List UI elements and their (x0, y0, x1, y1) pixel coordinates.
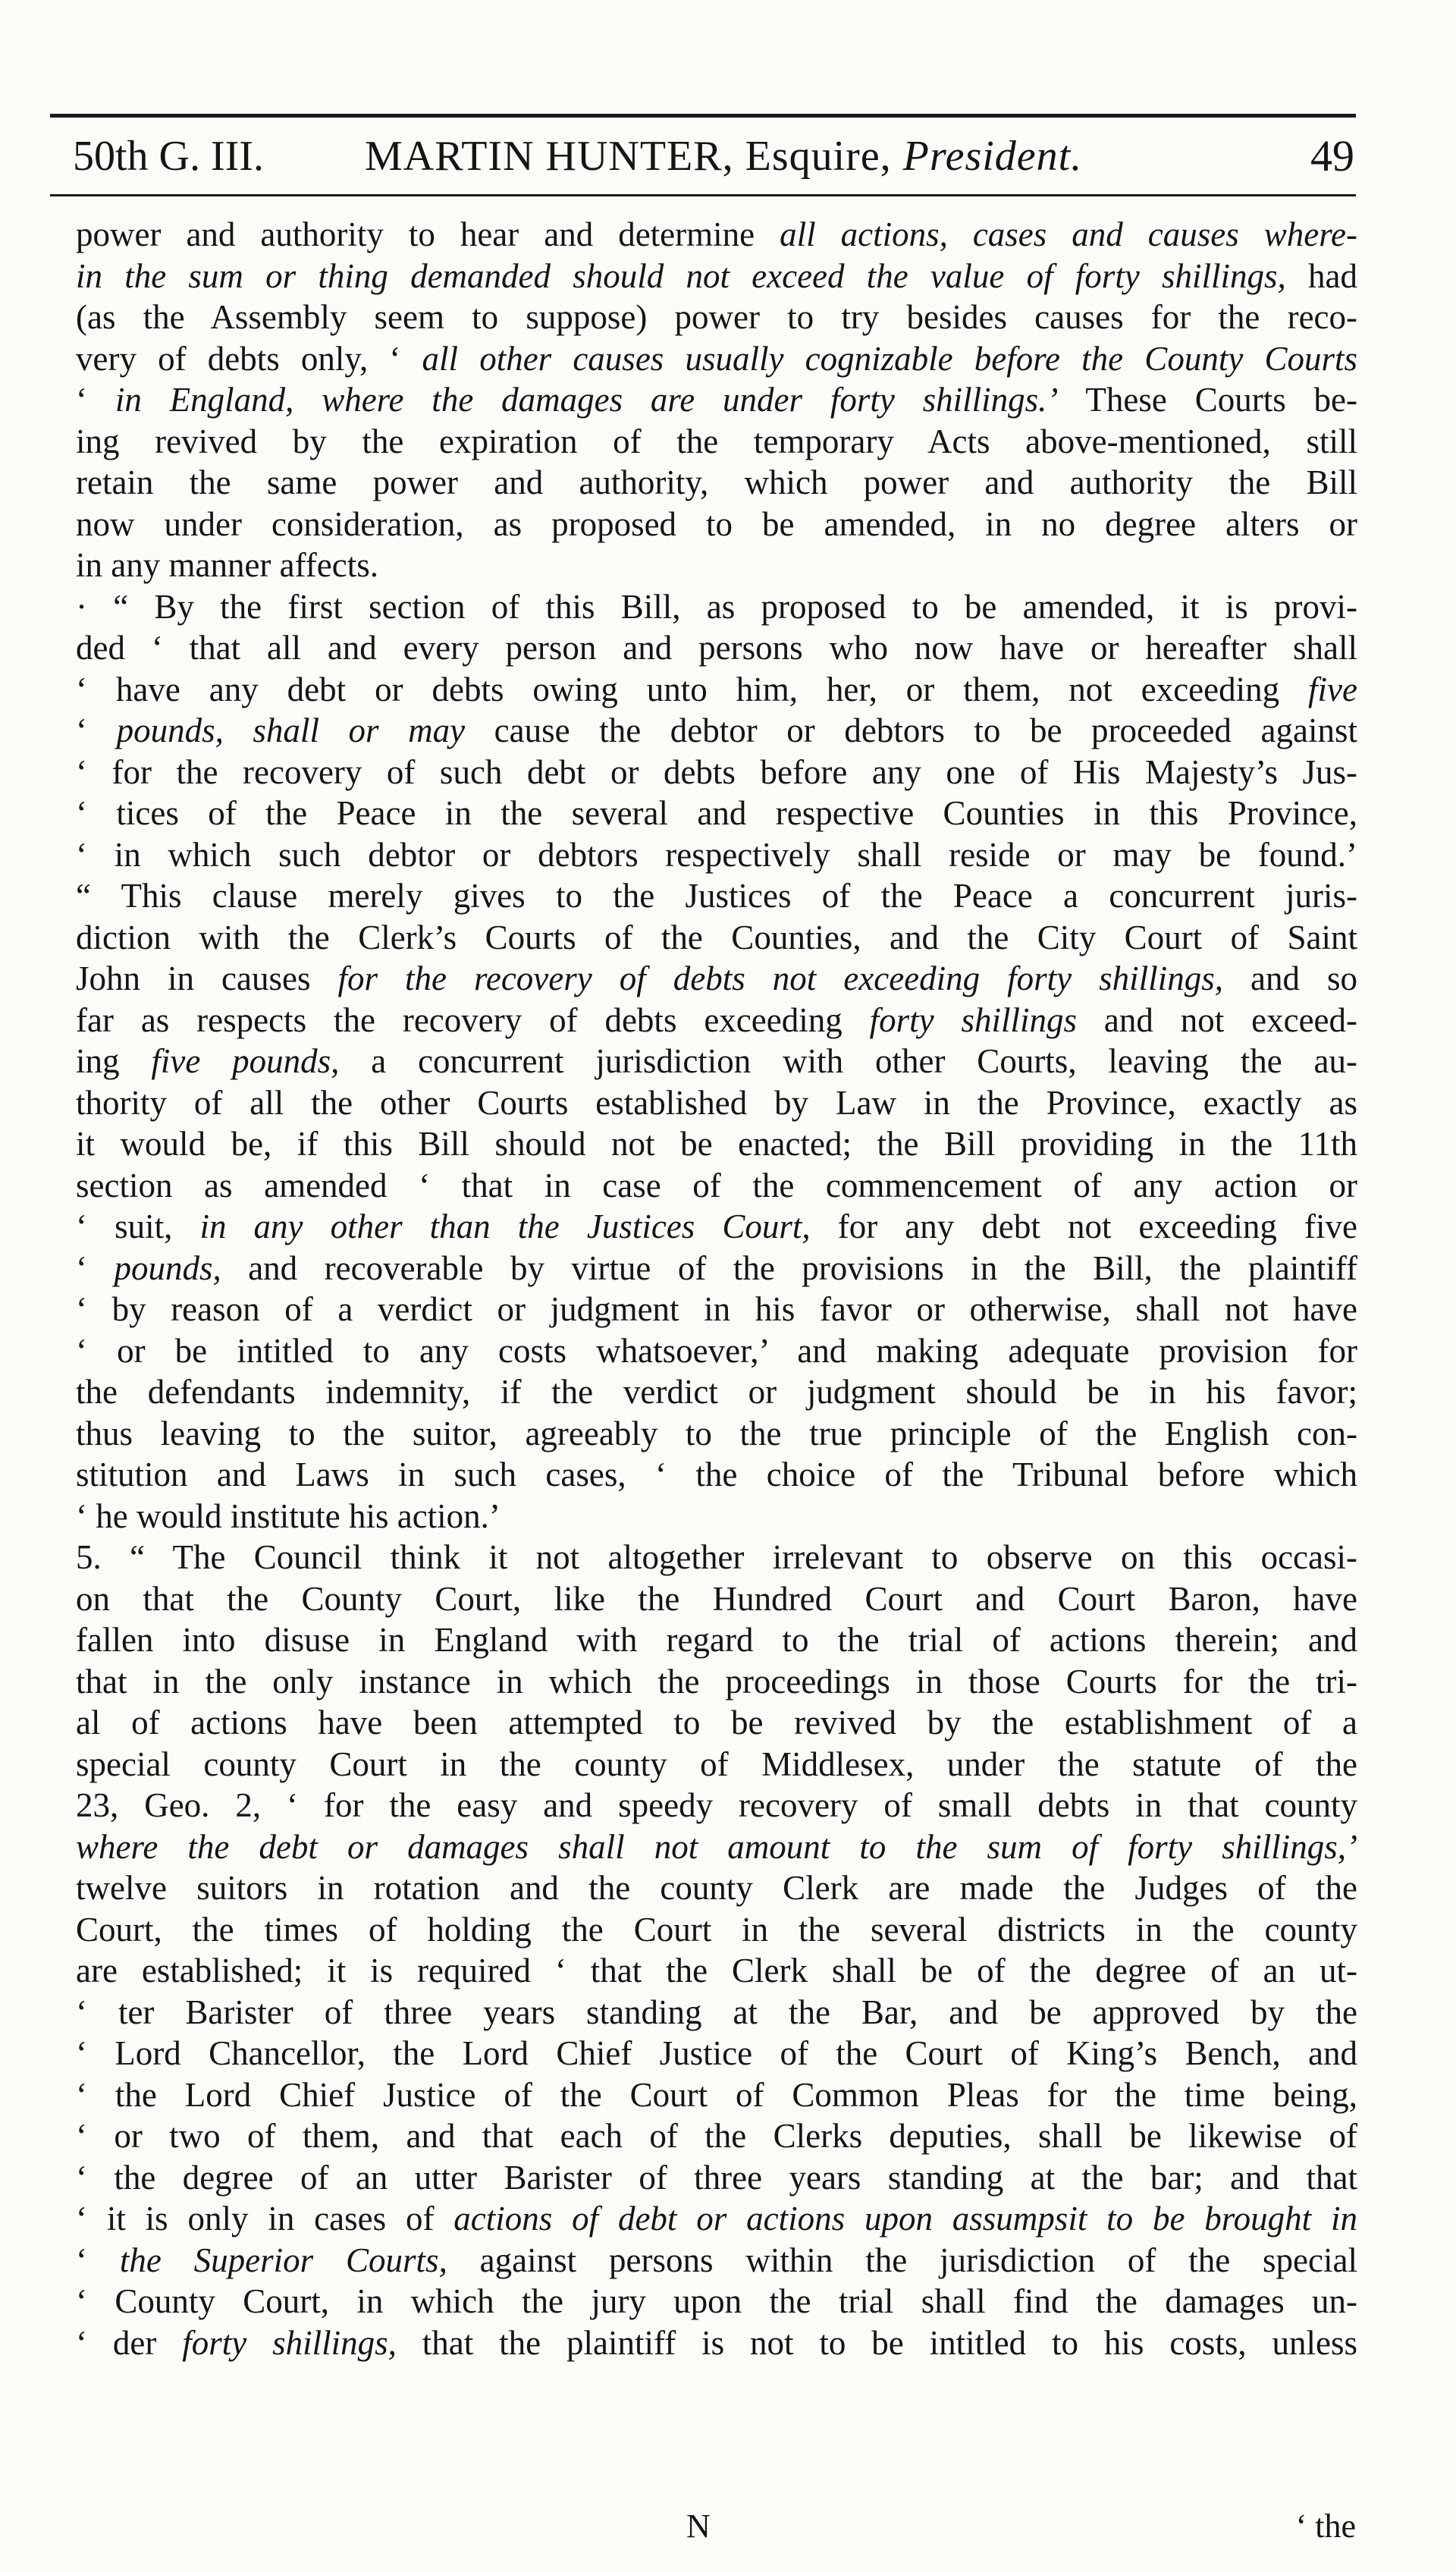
text-line (76, 1206, 1357, 1248)
text-line (76, 586, 1357, 628)
text-run: very of debts only, ‘ (76, 339, 422, 378)
text-line (76, 1371, 1357, 1413)
text-run: for any debt not exceeding five (810, 1207, 1357, 1245)
text-run: Court, the times of holding the Court in the several districts in the county (76, 1910, 1357, 1949)
text-line (76, 710, 1357, 752)
text-run: in any manner affects. (76, 546, 379, 584)
text-line (76, 1785, 1357, 1826)
italic-run: in England, where the damages are under forty shillings.’ (115, 381, 1059, 419)
text-run: al of actions have been attempted to be revived by the establishment of a (76, 1704, 1357, 1741)
italic-run: five pounds, (151, 1042, 340, 1080)
text-run: ing revived by the expiration of the temporary Acts above-mentioned, still (76, 422, 1357, 460)
text-run: thus leaving to the suitor, agreeably to the true principle of the English con- (76, 1414, 1357, 1452)
text-line (76, 1041, 1357, 1082)
text-run: had (1285, 256, 1357, 295)
text-line (76, 1165, 1357, 1207)
text-line (76, 421, 1357, 463)
text-run: ‘ or be intitled to any costs whatsoever,’ and making adequate provision for (76, 1331, 1357, 1370)
signature-mark: N (686, 2508, 711, 2545)
page-number: 49 (1310, 131, 1354, 181)
text-run: thority of all the other Courts established by Law in the Province, exactly as (76, 1083, 1357, 1122)
text-run: ing (76, 1042, 152, 1080)
text-line (76, 338, 1357, 380)
text-run: ‘ the degree of an utter Barister of three years standing at the bar; and that (76, 2158, 1357, 2197)
italic-run: all other causes usually cognizable before the County Courts (422, 339, 1357, 378)
text-run: that in the only instance in which the proceedings in those Courts for the tri- (76, 1662, 1357, 1701)
text-line (76, 297, 1357, 338)
text-line (76, 1537, 1357, 1578)
text-line (76, 214, 1357, 256)
text-run: on that the County Court, like the Hundred Court and Court Baron, have (76, 1579, 1357, 1618)
text-run: ‘ der (76, 2323, 183, 2362)
italic-run: all actions, cases and causes where- (780, 215, 1357, 253)
italic-run: forty shillings (869, 1000, 1078, 1039)
text-run: These Courts be- (1058, 381, 1357, 419)
text-run: power and authority to hear and determine (76, 215, 780, 253)
text-line (76, 2115, 1357, 2157)
italic-run: in any other than the Justices Court, (199, 1207, 811, 1245)
president-name: MARTIN HUNTER, Esquire, (365, 133, 892, 180)
text-run: ‘ the Lord Chief Justice of the Court of Common Pleas for the time being, (76, 2075, 1357, 2114)
text-line (76, 1578, 1357, 1620)
text-run: diction with the Clerk’s Courts of the Counties, and the City Court of Saint (76, 918, 1357, 956)
italic-run: forty shillings, (182, 2323, 397, 2362)
text-run: far as respects the recovery of debts exceeding (76, 1000, 870, 1039)
text-line (76, 1000, 1357, 1041)
text-line (76, 2198, 1357, 2240)
text-run: retain the same power and authority, which power and authority the Bill (76, 463, 1357, 501)
text-line (76, 2157, 1357, 2199)
text-line (76, 1289, 1357, 1330)
text-run: ‘ suit, (76, 1207, 200, 1245)
text-line (76, 1454, 1357, 1496)
text-run: special county Court in the county of Middlesex, under the statute of the (76, 1745, 1357, 1783)
text-run: and so (1222, 959, 1357, 997)
text-line (76, 1496, 1357, 1537)
text-run: · “ By the first section of this Bill, as proposed to be amended, it is provi- (76, 587, 1357, 626)
text-run: ‘ it is only in cases of (76, 2200, 454, 2238)
text-run: twelve suitors in rotation and the county Clerk are made the Judges of the (76, 1869, 1357, 1907)
text-run: a concurrent jurisdiction with other Courts, leaving the au- (339, 1042, 1357, 1080)
text-run: fallen into disuse in England with regard to the trial of actions therein; and (76, 1621, 1357, 1659)
text-run: section as amended ‘ that in case of the commencement of any action or (76, 1166, 1357, 1204)
text-run: ‘ have any debt or debts owing unto him, her, or them, not exceeding (76, 670, 1309, 708)
text-line (76, 2281, 1357, 2322)
text-line (76, 1702, 1357, 1744)
text-run: are established; it is required ‘ that the Clerk shall be of the degree of an ut- (76, 1952, 1357, 1989)
text-line (76, 1744, 1357, 1785)
text-line (76, 504, 1357, 545)
text-line (76, 545, 1357, 586)
text-line (76, 2240, 1357, 2282)
top-rule (50, 114, 1356, 118)
text-line (76, 1413, 1357, 1455)
text-run: ‘ or two of them, and that each of the Clerks deputies, shall be likewise of (76, 2117, 1357, 2155)
italic-run: for the recovery of debts not exceeding forty shillings, (337, 959, 1223, 997)
text-line (76, 669, 1357, 711)
italic-run: where the debt or damages shall not amount to the sum of forty shillings,’ (76, 1827, 1357, 1866)
text-line (76, 627, 1357, 669)
text-line (76, 1950, 1357, 1992)
president-line (365, 129, 1082, 184)
text-run: ‘ Lord Chancellor, the Lord Chief Justice of the Court of King’s Bench, and (76, 2034, 1357, 2072)
text-run: ‘ (76, 2241, 120, 2279)
text-run: ‘ by reason of a verdict or judgment in his favor or otherwise, shall not have (76, 1290, 1357, 1328)
text-line (76, 958, 1357, 1000)
text-run: ‘ tices of the Peace in the several and respective Counties in this Province, (76, 794, 1357, 832)
text-line (76, 256, 1357, 297)
text-line (76, 1619, 1357, 1661)
text-line (76, 1082, 1357, 1124)
header-rule (50, 194, 1356, 196)
italic-run: five (1308, 670, 1357, 708)
regnal-year: 50th G. III. (73, 133, 264, 180)
text-line (76, 1909, 1357, 1951)
text-run: that the plaintiff is not to be intitled to his costs, unless (396, 2323, 1357, 2362)
text-run: ‘ (76, 711, 117, 749)
text-line (76, 2033, 1357, 2074)
text-line (76, 1992, 1357, 2033)
text-run: ‘ for the recovery of such debt or debts before any one of His Majesty’s Jus- (76, 752, 1357, 791)
text-run: 23, Geo. 2, ‘ for the easy and speedy recovery of small debts in that county (76, 1786, 1357, 1824)
text-run: ‘ County Court, in which the jury upon the trial shall find the damages un- (76, 2282, 1357, 2320)
text-line (76, 2074, 1357, 2116)
text-line (76, 875, 1357, 917)
text-run: stitution and Laws in such cases, ‘ the choice of the Tribunal before which (76, 1456, 1357, 1493)
body-text (76, 214, 1357, 2363)
running-head (73, 129, 1354, 184)
text-line (76, 1826, 1357, 1868)
text-run: it would be, if this Bill should not be enacted; the Bill providing in the 11th (76, 1125, 1357, 1163)
italic-run: pounds, shall or may (116, 711, 466, 749)
italic-run: actions of debt or actions upon assumpsit to be brought in (453, 2200, 1357, 2238)
text-run: and recoverable by virtue of the provisions in the Bill, the plaintiff (221, 1248, 1357, 1287)
text-line (76, 917, 1357, 959)
text-run: ‘ ter Barister of three years standing at the Bar, and be approved by the (76, 1993, 1357, 2031)
text-line (76, 462, 1357, 504)
text-line (76, 1330, 1357, 1372)
text-line (76, 379, 1357, 421)
text-run: ‘ he would institute his action.’ (76, 1496, 500, 1535)
text-run: ‘ (76, 381, 115, 419)
text-line (76, 2322, 1357, 2364)
text-run: 5. “ The Council think it not altogether irrelevant to observe on this occasi- (76, 1538, 1357, 1576)
text-line (76, 752, 1357, 793)
catchword: ‘ the (1295, 2508, 1356, 2545)
text-line (76, 834, 1357, 876)
text-run: and not exceed- (1077, 1000, 1357, 1039)
text-line (76, 1867, 1357, 1909)
text-line (76, 1123, 1357, 1165)
text-run: John in causes (76, 959, 338, 997)
italic-run: pounds, (114, 1248, 221, 1287)
text-run: (as the Assembly seem to suppose) power to try besides causes for the reco- (76, 298, 1357, 336)
text-run: ded ‘ that all and every person and persons who now have or hereafter shall (76, 629, 1357, 667)
text-line (76, 793, 1357, 834)
text-run: against persons within the jurisdiction of the special (447, 2241, 1357, 2279)
italic-run: in the sum or thing demanded should not exceed the value of forty shillings, (76, 256, 1286, 295)
president-title: President. (902, 133, 1083, 180)
text-run: ‘ (76, 1248, 115, 1287)
text-run: now under consideration, as proposed to be amended, in no degree alters or (76, 504, 1357, 543)
text-line (76, 1661, 1357, 1703)
italic-run: the Superior Courts, (119, 2241, 447, 2279)
text-run: “ This clause merely gives to the Justices of the Peace a concurrent juris- (76, 877, 1357, 915)
text-run: cause the debtor or debtors to be proceeded against (465, 711, 1357, 749)
text-run: ‘ in which such debtor or debtors respectively shall reside or may be found.’ (76, 835, 1357, 874)
text-line (76, 1248, 1357, 1289)
text-run: the defendants indemnity, if the verdict or judgment should be in his favor; (76, 1373, 1357, 1411)
